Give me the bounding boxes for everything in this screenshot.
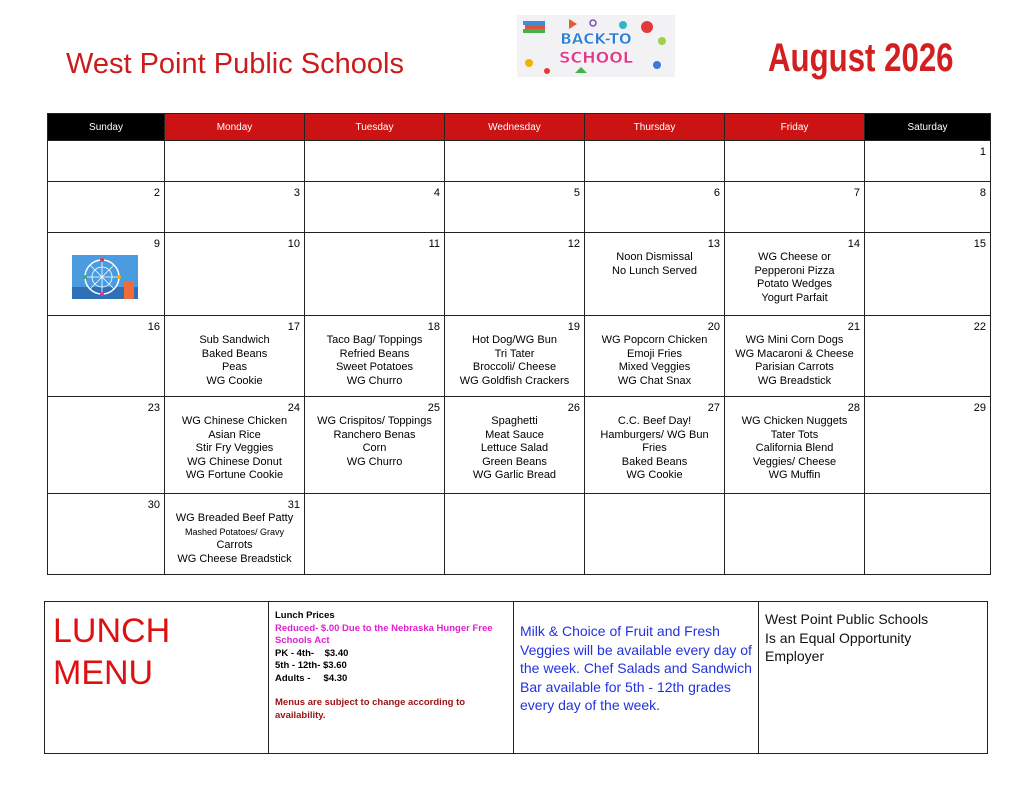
- day-cell: [305, 141, 445, 182]
- day-number: 30: [147, 499, 160, 511]
- day-number: 23: [147, 402, 160, 414]
- day-cell: [445, 397, 585, 494]
- day-number: 19: [567, 321, 580, 333]
- day-cell: [865, 316, 991, 397]
- menu-items: [445, 334, 584, 388]
- eeo-line1: West Point Public Schools: [765, 611, 929, 627]
- day-cell: [445, 316, 585, 397]
- day-number: [305, 141, 444, 159]
- menu-item: No Lunch Served: [612, 264, 697, 277]
- day-number: 24: [287, 402, 300, 414]
- day-number: 29: [973, 402, 986, 414]
- weekday-header-row: [48, 114, 991, 141]
- menu-item: WG Muffin: [768, 469, 821, 481]
- day-cell: [725, 182, 865, 233]
- menu-item: Ranchero Benas: [333, 428, 416, 441]
- ferris-wheel-image: [72, 255, 138, 299]
- day-cell: [305, 233, 445, 316]
- menu-items: [165, 334, 304, 388]
- day-number: 17: [287, 321, 300, 333]
- menu-item: Green Beans: [482, 455, 547, 468]
- menu-item: Refried Beans: [339, 347, 410, 360]
- menu-item: Pepperoni Pizza: [754, 264, 835, 277]
- menu-item: WG Churro: [346, 374, 403, 387]
- day-cell: [305, 397, 445, 494]
- week-row: [48, 494, 991, 575]
- day-number: 5: [573, 187, 580, 199]
- menu-item: Hamburgers/ WG Bun: [600, 428, 709, 441]
- eeo-cell: [759, 602, 988, 754]
- menu-item: WG Chinese Donut: [187, 455, 282, 468]
- menu-item: Sub Sandwich: [199, 334, 270, 346]
- calendar-grid: [47, 113, 991, 575]
- day-cell: [305, 316, 445, 397]
- day-cell: [165, 316, 305, 397]
- lunch-menu-title: [45, 602, 268, 694]
- menu-item: WG Cookie: [626, 469, 683, 481]
- menu-items: [445, 415, 584, 483]
- menu-item: Meat Sauce: [485, 428, 544, 441]
- menu-item: WG Goldfish Crackers: [459, 374, 570, 387]
- week-row: [48, 397, 991, 494]
- day-cell: [445, 233, 585, 316]
- menu-item: Tater Tots: [770, 428, 819, 441]
- menu-item: WG Garlic Bread: [472, 469, 557, 481]
- day-cell: [865, 494, 991, 575]
- day-number: 8: [979, 187, 986, 199]
- day-cell: [445, 182, 585, 233]
- menu-item: Yogurt Parfait: [761, 291, 828, 304]
- day-number: 6: [713, 187, 720, 199]
- menu-item: WG Breaded Beef Patty: [175, 512, 294, 524]
- day-number: [48, 141, 164, 159]
- weekday-sunday: Sunday: [48, 114, 165, 141]
- day-cell: [725, 233, 865, 316]
- weekday-saturday: Saturday: [865, 114, 991, 141]
- day-number: [725, 494, 864, 512]
- day-cell: [725, 141, 865, 182]
- menu-items: [165, 512, 304, 566]
- menu-item: Parisian Carrots: [755, 361, 834, 373]
- menu-item: Lettuce Salad: [480, 442, 549, 454]
- day-number: 4: [433, 187, 440, 199]
- day-cell: [585, 494, 725, 575]
- day-cell: [865, 397, 991, 494]
- day-cell: [48, 397, 165, 494]
- menu-item: Broccoli/ Cheese: [472, 361, 557, 373]
- menu-item: Potato Wedges: [756, 278, 832, 290]
- menu-items: [305, 334, 444, 388]
- menu-item: Sweet Potatoes: [335, 361, 414, 373]
- day-number: 10: [287, 238, 300, 250]
- menu-item: C.C. Beef Day!: [617, 415, 692, 427]
- day-cell: [865, 182, 991, 233]
- day-number: 20: [707, 321, 720, 333]
- menu-item: Veggies/ Cheese: [752, 455, 837, 468]
- prices-heading: Lunch Prices: [275, 610, 335, 621]
- day-cell: [165, 141, 305, 182]
- menu-item: Hot Dog/WG Bun: [472, 334, 557, 346]
- day-number: 15: [973, 238, 986, 250]
- menu-item: WG Fortune Cookie: [185, 469, 284, 481]
- milk-info-text: Milk & Choice of Fruit and Fresh Veggies will be available every day of the week. Chef Salads and Sandwich Bar available for 5th - 12th grades every day of the week.: [520, 623, 752, 713]
- menu-items: [725, 415, 864, 483]
- menu-item: WG Cheese or: [758, 251, 831, 263]
- menu-item: Spaghetti: [491, 415, 538, 427]
- menu-item: Tri Tater: [494, 347, 535, 360]
- day-number: [585, 494, 724, 512]
- day-number: 25: [427, 402, 440, 414]
- day-number: 21: [847, 321, 860, 333]
- day-cell: [48, 182, 165, 233]
- day-number: 12: [567, 238, 580, 250]
- menu-items: [165, 415, 304, 483]
- menu-item: WG Cookie: [206, 374, 263, 387]
- day-number: 16: [147, 321, 160, 333]
- day-number: 13: [707, 238, 720, 250]
- eeo-line2: Is an Equal Opportunity: [765, 629, 912, 646]
- menu-item: Taco Bag/ Toppings: [326, 334, 423, 346]
- logo-text-school: SCHOOL: [558, 48, 634, 67]
- day-cell: [305, 494, 445, 575]
- menu-item: Carrots: [216, 539, 253, 551]
- day-cell: [865, 233, 991, 316]
- lunch-prices-cell: [269, 602, 514, 754]
- day-cell: [48, 494, 165, 575]
- week-row: [48, 316, 991, 397]
- menu-item: Asian Rice: [208, 428, 261, 441]
- milk-info-cell: [514, 602, 759, 754]
- day-cell: [585, 316, 725, 397]
- menu-item: Emoji Fries: [626, 347, 682, 360]
- weekday-friday: Friday: [725, 114, 865, 141]
- day-number: 26: [567, 402, 580, 414]
- lunch-title-line1: LUNCH: [53, 612, 171, 650]
- back-to-school-logo: [517, 15, 675, 77]
- menu-item: Mashed Potatoes/ Gravy: [184, 526, 285, 537]
- menu-items: [585, 415, 724, 483]
- month-title: August 2026: [768, 36, 954, 80]
- day-number: 22: [973, 321, 986, 333]
- day-number: 14: [847, 238, 860, 250]
- day-cell: [585, 233, 725, 316]
- day-cell: [48, 316, 165, 397]
- menu-item: WG Breadstick: [757, 374, 832, 387]
- price-pk: PK - 4th- $3.40: [275, 647, 349, 659]
- day-cell: [305, 182, 445, 233]
- price-adults: Adults - $4.30: [275, 672, 348, 684]
- week-row: [48, 182, 991, 233]
- day-number: [865, 494, 990, 512]
- day-cell: [725, 397, 865, 494]
- menu-item: Baked Beans: [201, 347, 268, 360]
- menu-items: [585, 251, 724, 278]
- day-number: 1: [979, 146, 986, 158]
- day-number: [725, 141, 864, 159]
- menu-item: Peas: [221, 361, 248, 373]
- menu-item: WG Chicken Nuggets: [741, 415, 848, 427]
- day-cell: [445, 494, 585, 575]
- day-cell: [585, 397, 725, 494]
- day-cell: [445, 141, 585, 182]
- day-number: 18: [427, 321, 440, 333]
- menu-item: Fries: [642, 442, 667, 454]
- lunch-title-line2: MENU: [53, 654, 154, 692]
- day-number: 31: [287, 499, 300, 511]
- day-number: 2: [153, 187, 160, 199]
- menu-items: [585, 334, 724, 388]
- day-number: [585, 141, 724, 159]
- info-panel: [44, 601, 988, 754]
- menu-item: Stir Fry Veggies: [195, 442, 274, 454]
- menu-items: [725, 334, 864, 388]
- menu-item: Corn: [362, 442, 387, 454]
- eeo-line3: Employer: [765, 648, 825, 664]
- menu-item: Baked Beans: [621, 455, 688, 468]
- menu-item: WG Cheese Breadstick: [177, 552, 292, 565]
- menu-item: WG Popcorn Chicken: [601, 334, 708, 346]
- price-5th-12th: 5th - 12th- $3.60: [275, 660, 347, 671]
- menu-item: WG Churro: [346, 455, 403, 468]
- day-cell: [585, 182, 725, 233]
- menu-item: WG Chinese Chicken: [181, 415, 288, 427]
- weekday-thursday: Thursday: [585, 114, 725, 141]
- day-cell: [48, 233, 165, 316]
- school-name: West Point Public Schools: [66, 48, 404, 80]
- weekday-monday: Monday: [165, 114, 305, 141]
- day-number: [445, 494, 584, 512]
- menu-item: WG Crispitos/ Toppings: [317, 415, 432, 427]
- menu-change-note: Menus are subject to change according to availability.: [275, 697, 466, 721]
- weekday-wednesday: Wednesday: [445, 114, 585, 141]
- day-number: 9: [153, 238, 160, 250]
- day-number: 11: [428, 238, 440, 250]
- menu-item: WG Chat Snax: [617, 374, 692, 387]
- day-number: 3: [293, 187, 300, 199]
- day-cell: [585, 141, 725, 182]
- day-cell: [865, 141, 991, 182]
- day-number: [305, 494, 444, 512]
- lunch-menu-cell: [45, 602, 269, 754]
- day-number: 27: [707, 402, 720, 414]
- menu-item: California Blend: [755, 442, 834, 454]
- day-cell: [725, 494, 865, 575]
- week-row: [48, 233, 991, 316]
- menu-item: WG Mini Corn Dogs: [745, 334, 844, 346]
- reduced-price: Reduced- $.00 Due to the Nebraska Hunger Free Schools Act: [275, 622, 493, 646]
- menu-item: Noon Dismissal: [616, 251, 693, 263]
- week-row: [48, 141, 991, 182]
- day-number: [445, 141, 584, 159]
- logo-text-back: BACK-TO: [560, 30, 632, 48]
- day-cell: [165, 233, 305, 316]
- day-number: [165, 141, 304, 159]
- day-cell: [165, 182, 305, 233]
- menu-items: [305, 415, 444, 469]
- day-cell: [48, 141, 165, 182]
- menu-item: Mixed Veggies: [618, 361, 691, 373]
- day-number: 28: [847, 402, 860, 414]
- menu-items: [725, 251, 864, 305]
- day-cell: [165, 397, 305, 494]
- day-cell: [165, 494, 305, 575]
- menu-item: WG Macaroni & Cheese: [735, 347, 854, 360]
- day-cell: [725, 316, 865, 397]
- day-number: 7: [853, 187, 860, 199]
- weekday-tuesday: Tuesday: [305, 114, 445, 141]
